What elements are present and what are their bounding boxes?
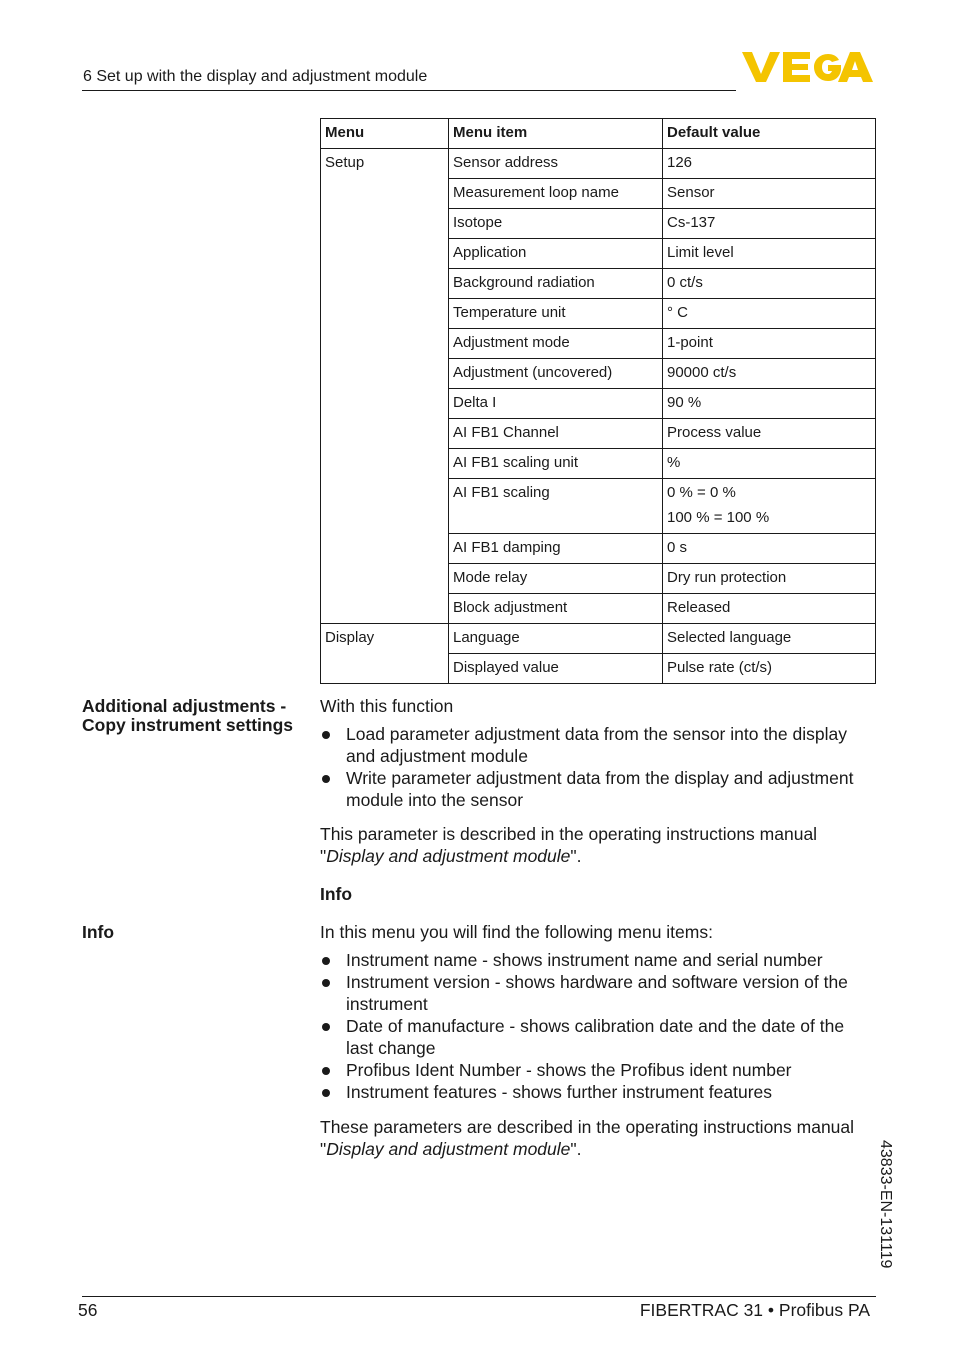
default-value-cell: ° C	[663, 299, 876, 329]
product-name: FIBERTRAC 31 • Profibus PA	[639, 1300, 870, 1320]
menu-item-cell: Sensor address	[449, 149, 663, 179]
page-number: 56	[78, 1300, 98, 1320]
default-value-cell: Dry run protection	[663, 564, 876, 594]
menu-item-cell: Background radiation	[449, 269, 663, 299]
vega-logo	[742, 50, 874, 84]
manual-title: Display and adjustment module	[326, 1139, 571, 1159]
header-divider	[82, 90, 736, 91]
value-line: 100 % = 100 %	[667, 509, 770, 526]
section-title: 6 Set up with the display and adjustment module	[83, 68, 428, 85]
default-value-cell: Released	[663, 594, 876, 624]
menu-item-cell: AI FB1 scaling unit	[449, 449, 663, 479]
note-line: This parameter is described in the operating instructions manual	[320, 824, 818, 844]
column-header-menu: Menu	[321, 119, 449, 149]
document-number: 43833-EN-131119	[877, 1140, 894, 1269]
list-item: Instrument features - shows further instrument features	[320, 1081, 876, 1103]
default-value-cell: 0 s	[663, 534, 876, 564]
menu-item-cell: Measurement loop name	[449, 179, 663, 209]
menu-group-display: Display	[321, 624, 449, 684]
default-value-cell: Limit level	[663, 239, 876, 269]
menu-item-cell: Temperature unit	[449, 299, 663, 329]
menu-item-cell: Delta I	[449, 389, 663, 419]
default-value-cell: Process value	[663, 419, 876, 449]
note-line: These parameters are described in the operating instructions manual	[320, 1117, 855, 1137]
copy-settings-heading	[82, 697, 293, 735]
menu-item-cell: Mode relay	[449, 564, 663, 594]
menu-item-cell: Adjustment mode	[449, 329, 663, 359]
copy-settings-body	[320, 695, 876, 905]
menu-table	[320, 118, 876, 684]
quote-mark: "	[320, 846, 327, 866]
heading-line: Additional adjustments -	[82, 696, 287, 716]
quote-mark: ".	[570, 1139, 582, 1159]
table-row	[321, 149, 876, 179]
menu-item-cell: AI FB1 Channel	[449, 419, 663, 449]
quote-mark: ".	[570, 846, 582, 866]
default-value-cell	[663, 479, 876, 534]
default-value-cell: 1-point	[663, 329, 876, 359]
default-value-cell: Pulse rate (ct/s)	[663, 654, 876, 684]
bullet-list	[320, 723, 876, 811]
default-value-cell: 126	[663, 149, 876, 179]
default-value-cell: 0 ct/s	[663, 269, 876, 299]
list-item: Profibus Ident Number - shows the Profibus ident number	[320, 1059, 876, 1081]
info-subheading: Info	[320, 884, 353, 904]
quote-mark: "	[320, 1139, 327, 1159]
bullet-list	[320, 949, 876, 1103]
info-heading: Info	[82, 922, 115, 942]
menu-group-setup: Setup	[321, 149, 449, 624]
default-value-cell: Sensor	[663, 179, 876, 209]
menu-item-cell: AI FB1 damping	[449, 534, 663, 564]
list-item: Instrument version - shows hardware and software version of the instrument	[320, 971, 876, 1015]
menu-item-cell: AI FB1 scaling	[449, 479, 663, 534]
note-text	[320, 823, 876, 867]
value-line: 0 % = 0 %	[667, 484, 736, 501]
intro-text: With this function	[320, 696, 454, 716]
footer-divider	[82, 1296, 876, 1297]
list-item: Date of manufacture - shows calibration date and the date of the last change	[320, 1015, 876, 1059]
default-value-cell: %	[663, 449, 876, 479]
table-row	[321, 624, 876, 654]
heading-line: Copy instrument settings	[82, 715, 293, 735]
menu-item-cell: Adjustment (uncovered)	[449, 359, 663, 389]
default-value-cell: Selected language	[663, 624, 876, 654]
menu-item-cell: Displayed value	[449, 654, 663, 684]
list-item: Write parameter adjustment data from the display and adjustment module into the sensor	[320, 767, 876, 811]
manual-title: Display and adjustment module	[326, 846, 571, 866]
menu-item-cell: Block adjustment	[449, 594, 663, 624]
menu-item-cell: Language	[449, 624, 663, 654]
list-item: Load parameter adjustment data from the sensor into the display and adjustment module	[320, 723, 876, 767]
table-header-row	[321, 119, 876, 149]
column-header-default-value: Default value	[663, 119, 876, 149]
default-value-cell: 90000 ct/s	[663, 359, 876, 389]
default-value-cell: 90 %	[663, 389, 876, 419]
default-value-cell: Cs-137	[663, 209, 876, 239]
column-header-menu-item: Menu item	[449, 119, 663, 149]
info-body	[320, 921, 876, 1160]
menu-item-cell: Isotope	[449, 209, 663, 239]
note-text	[320, 1116, 876, 1160]
list-item: Instrument name - shows instrument name and serial number	[320, 949, 876, 971]
intro-text: In this menu you will find the following menu items:	[320, 922, 713, 942]
menu-item-cell: Application	[449, 239, 663, 269]
